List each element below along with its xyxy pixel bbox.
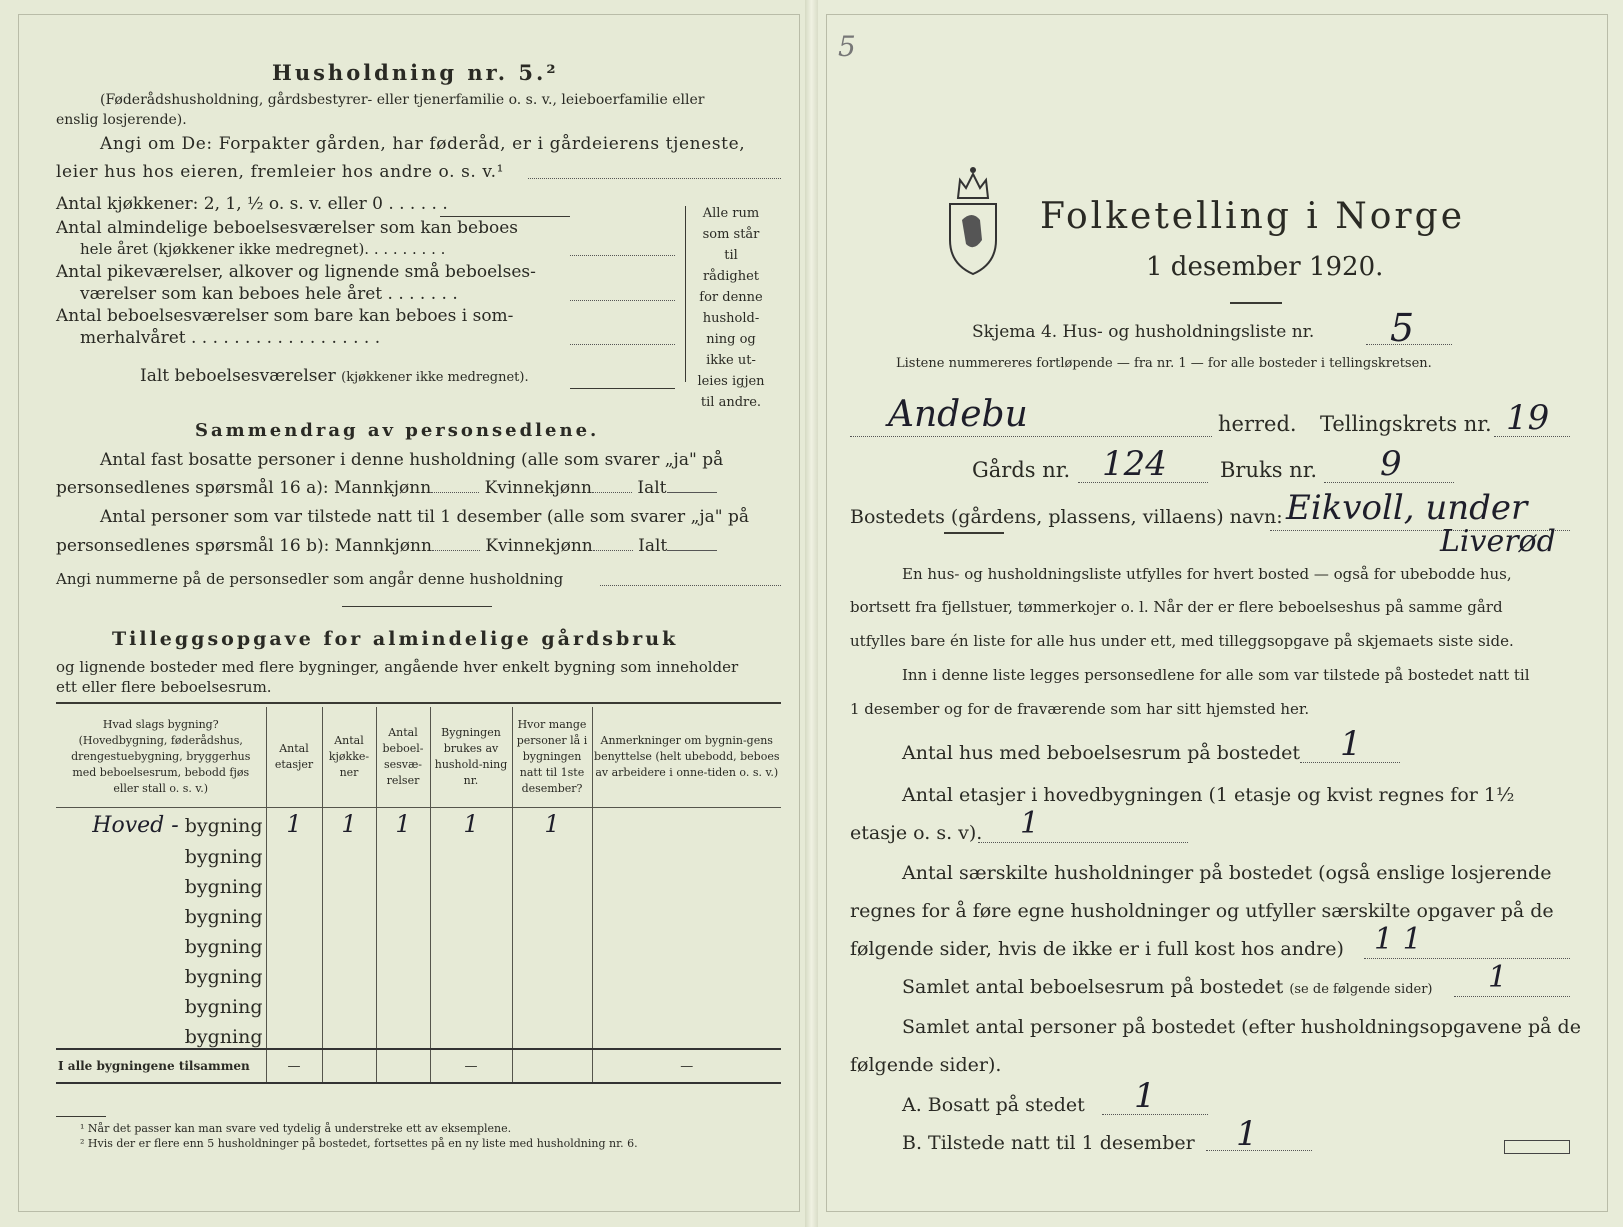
bruks-label: Bruks nr. (1220, 458, 1318, 482)
rooms-small-line (570, 300, 675, 301)
q-floors-line1: Antal etasjer i hovedbygningen (1 etasje og kvist regnes for 1½ (902, 784, 1515, 806)
header-rooms: Antal beboel-sesvæ-relser (376, 707, 430, 808)
row-cell (592, 808, 781, 839)
row-cell (322, 868, 376, 898)
row-cell (512, 958, 592, 988)
row-cell (430, 1018, 512, 1049)
bruks-value: 9 (1380, 444, 1402, 484)
row-cell (430, 958, 512, 988)
row-cell (592, 958, 781, 988)
bruks-fill (1324, 482, 1454, 483)
table-header-row (56, 707, 781, 808)
bracket-note-line: hushold- (702, 311, 760, 326)
table-row (56, 958, 781, 988)
rooms-total-line (570, 388, 675, 389)
table-total-row (56, 1049, 781, 1083)
table-row (56, 1018, 781, 1049)
q-resident-label: A. Bosatt på stedet (902, 1094, 1085, 1116)
row-label (56, 808, 266, 839)
divider (342, 606, 492, 607)
rooms-summer-line (570, 344, 675, 345)
q-rooms-text: Samlet antal beboelsesrum på bostedet (902, 976, 1284, 998)
total-label: I alle bygningene tilsammen (56, 1049, 266, 1083)
row-cell (512, 1018, 592, 1049)
summary-line2-text: personsedlenes spørsmål 16 a): Mannkjønn (56, 478, 432, 498)
summary-ialt: Ialt (637, 478, 667, 498)
table-row (56, 808, 781, 839)
row-cell: 1 (376, 808, 430, 839)
para-line4: Inn i denne liste legges personsedlene for alle som var tilstede på bostedet natt til (902, 666, 1530, 684)
row-cell (376, 898, 430, 928)
header-persons: Hvor mange personer lå i bygningen natt til 1ste desember? (512, 707, 592, 808)
rooms-small-1: Antal pikeværelser, alkover og lignende små beboelses- (56, 262, 536, 282)
herred-value: Andebu (888, 394, 1028, 435)
bracket-note-line: Alle rum (702, 206, 760, 221)
gards-value: 124 (1102, 444, 1167, 484)
summary-line4 (56, 536, 717, 556)
total-cell (512, 1049, 592, 1083)
gards-label: Gårds nr. (972, 458, 1071, 482)
supplement-line2: ett eller flere beboelsesrum. (56, 678, 272, 696)
table-row (56, 898, 781, 928)
tellingskrets-label: Tellingskrets nr. (1320, 412, 1492, 436)
bracket-note-line: leies igjen (697, 374, 765, 389)
household-header: Husholdning nr. 5.² (272, 60, 559, 85)
table-row (56, 868, 781, 898)
q-households-line3: følgende sider, hvis de ikke er i full kost hos andre) (850, 938, 1344, 960)
row-cell (266, 928, 322, 958)
row-cell (266, 958, 322, 988)
rooms-ordinary-line (570, 255, 675, 256)
table-row (56, 928, 781, 958)
angi-line2: leier hus hos eieren, fremleier hos andre o. s. v.¹ (56, 162, 505, 182)
gards-fill (1078, 482, 1208, 483)
para-line1: En hus- og husholdningsliste utfylles for hvert bosted — også for ubebodde hus, (902, 565, 1512, 583)
rooms-total-note: (kjøkkener ikke medregnet). (341, 370, 529, 385)
row-cell (592, 1018, 781, 1049)
skjema-label: Skjema 4. Hus- og husholdningsliste nr. (972, 322, 1315, 342)
row-cell (322, 898, 376, 928)
supplement-line1: og lignende bosteder med flere bygninger, angående hver enkelt bygning som inneholder (56, 658, 739, 676)
row-cell (376, 958, 430, 988)
header-floors: Antal etasjer (266, 707, 322, 808)
bracket-note-line: rådighet (702, 269, 760, 284)
page-mark: 5 (838, 30, 856, 63)
summary-line4-text: personsedlenes spørsmål 16 b): Mannkjønn (56, 536, 432, 556)
row-label-text: bygning (56, 838, 266, 868)
coat-of-arms-icon (944, 160, 1002, 280)
summary-kvinne: Kvinnekjønn (485, 536, 593, 556)
row-cell (430, 898, 512, 928)
q-households-line1: Antal særskilte husholdninger på bostedet (også enslige losjerende (902, 862, 1552, 884)
bracket-line (685, 206, 686, 382)
listene-note: Listene nummereres fortløpende — fra nr. 1 — for alle bosteder i tellingskretsen. (896, 356, 1432, 371)
table-row (56, 988, 781, 1018)
q-persons-line2: følgende sider). (850, 1054, 1002, 1076)
row-cell (266, 988, 322, 1018)
header-kitchens: Antal kjøkke-ner (322, 707, 376, 808)
bracket-note-line: som står til (702, 227, 760, 263)
footnote-1: ¹ Når det passer kan man svare ved tydelig å understreke ett av eksemplene. (80, 1122, 512, 1135)
row-cell (592, 868, 781, 898)
total-dash: — (592, 1049, 781, 1083)
tellingskrets-value: 19 (1506, 398, 1550, 438)
row-label-text: bygning (56, 988, 266, 1018)
bracket-note-line: ning og (706, 332, 756, 347)
row-cell (512, 928, 592, 958)
row-cell (376, 988, 430, 1018)
title-rule (1230, 302, 1282, 304)
q-rooms-label (902, 976, 1433, 998)
row-cell (376, 1018, 430, 1049)
q-present-value: 1 (1236, 1114, 1258, 1154)
bosted-value-2: Liverød (1440, 524, 1556, 559)
para-line3: utfylles bare én liste for alle hus under ett, med tilleggsopgave på skjemaets siste side. (850, 632, 1514, 650)
gardens-underline (944, 532, 1004, 534)
row-cell: 1 (512, 808, 592, 839)
total-dash: — (266, 1049, 322, 1083)
summary-ialt: Ialt (638, 536, 668, 556)
q-floors-fill (978, 842, 1188, 843)
row-cell (592, 988, 781, 1018)
row-cell: 1 (430, 808, 512, 839)
row-name-value: Hoved - (92, 813, 179, 838)
row-cell (266, 898, 322, 928)
angi-fill-line (528, 178, 781, 179)
row-cell (512, 988, 592, 1018)
row-cell (322, 1018, 376, 1049)
row-cell (266, 868, 322, 898)
row-cell (430, 928, 512, 958)
skjema-number: 5 (1390, 306, 1415, 350)
rooms-ordinary-2: hele året (kjøkkener ikke medregnet). . . . . . . . . (80, 240, 446, 258)
q-houses-label: Antal hus med beboelsesrum på bostedet (902, 742, 1301, 764)
row-label-text: bygning (56, 958, 266, 988)
total-dash: — (430, 1049, 512, 1083)
footnote-2: ² Hvis der er flere enn 5 husholdninger på bostedet, fortsettes på en ny liste med husholdning nr. 6. (80, 1137, 638, 1150)
rooms-kitchens: Antal kjøkkener: 2, 1, ½ o. s. v. eller 0 . . . . . . (56, 194, 448, 214)
row-label-text: bygning (56, 928, 266, 958)
row-label-text: bygning (184, 815, 263, 837)
q-households-value: 1 1 (1374, 922, 1422, 957)
q-rooms-note: (se de følgende sider) (1289, 982, 1433, 997)
building-table (56, 707, 781, 1084)
rooms-total-label (140, 366, 529, 386)
bosted-value-1: Eikvoll, under (1286, 488, 1528, 528)
rooms-kitchens-line (440, 216, 570, 217)
para-line5: 1 desember og for de fraværende som har sitt hjemsted her. (850, 700, 1310, 718)
table-row (56, 838, 781, 868)
q-floors-value: 1 (1020, 806, 1040, 841)
summary-fill (667, 492, 717, 493)
summary-line5-fill (600, 585, 781, 586)
row-cell (430, 988, 512, 1018)
summary-line3: Antal personer som var tilstede natt til 1 desember (alle som svarer „ja" på (100, 507, 750, 527)
skjema-fill (1366, 344, 1452, 345)
q-present-fill (1206, 1150, 1312, 1151)
bracket-note (695, 203, 767, 413)
printer-stamp-icon (1504, 1140, 1570, 1154)
herred-label: herred. (1218, 412, 1297, 436)
household-intro-line1: (Føderådshusholdning, gårdsbestyrer- eller tjenerfamilie o. s. v., leieboerfamilie eller (100, 92, 705, 108)
q-persons-line1: Samlet antal personer på bostedet (efter husholdningsopgavene på de (902, 1016, 1581, 1038)
rooms-summer-2: merhalvåret . . . . . . . . . . . . . . . . . . (80, 328, 381, 348)
summary-title: Sammendrag av personsedlene. (195, 420, 600, 441)
row-cell (376, 838, 430, 868)
row-cell (430, 838, 512, 868)
summary-fill (667, 550, 717, 551)
summary-fill (432, 550, 480, 551)
row-cell (512, 898, 592, 928)
row-cell (592, 928, 781, 958)
row-cell (376, 928, 430, 958)
table-top-rule (56, 702, 781, 704)
bracket-note-line: ikke ut- (706, 353, 756, 368)
q-houses-fill (1300, 762, 1400, 763)
document-date: 1 desember 1920. (1146, 252, 1384, 282)
rooms-ordinary-1: Antal almindelige beboelsesværelser som kan beboes (56, 218, 518, 238)
footnote-rule (56, 1116, 106, 1117)
row-cell (430, 868, 512, 898)
summary-line2 (56, 478, 717, 498)
row-label-text: bygning (56, 1018, 266, 1049)
row-label-text: bygning (56, 898, 266, 928)
q-floors-line2: etasje o. s. v). (850, 822, 983, 844)
bostedets-label: Bostedets (gårdens, plassens, villaens) navn: (850, 506, 1283, 528)
summary-line5: Angi nummerne på de personsedler som angår denne husholdning (56, 570, 564, 588)
header-remarks: Anmerkninger om bygnin-gens benyttelse (helt ubebodd, beboes av arbeidere i onne-tiden o. s. v.) (592, 707, 781, 808)
herred-fill (850, 436, 1212, 437)
supplement-title: Tilleggsopgave for almindelige gårdsbruk (112, 628, 679, 650)
document-title: Folketelling i Norge (1040, 196, 1465, 237)
q-rooms-fill (1454, 996, 1570, 997)
summary-fill (592, 492, 632, 493)
rooms-small-2: værelser som kan beboes hele året . . . . . . . (80, 284, 458, 304)
row-cell (266, 838, 322, 868)
row-cell (592, 898, 781, 928)
para-line2: bortsett fra fjellstuer, tømmerkojer o. l. Når der er flere beboelseshus på samme gård (850, 598, 1503, 616)
row-cell (376, 868, 430, 898)
household-intro-line2: enslig losjerende). (56, 112, 187, 128)
bracket-note-line: til andre. (700, 395, 762, 410)
q-present-label: B. Tilstede natt til 1 desember (902, 1132, 1195, 1154)
q-rooms-value: 1 (1488, 960, 1508, 995)
tellingskrets-fill (1494, 436, 1570, 437)
summary-fill (431, 492, 479, 493)
angi-line1: Angi om De: Forpakter gården, har føderåd, er i gårdeierens tjeneste, (100, 134, 746, 154)
row-cell (592, 838, 781, 868)
row-cell (266, 1018, 322, 1049)
row-label-text: bygning (56, 868, 266, 898)
row-cell (322, 838, 376, 868)
summary-line1: Antal fast bosatte personer i denne husholdning (alle som svarer „ja" på (100, 450, 724, 470)
row-cell (322, 988, 376, 1018)
summary-kvinne: Kvinnekjønn (484, 478, 592, 498)
summary-fill (593, 550, 633, 551)
row-cell: 1 (266, 808, 322, 839)
rooms-summer-1: Antal beboelsesværelser som bare kan beboes i som- (56, 306, 514, 326)
q-households-line2: regnes for å føre egne husholdninger og utfyller særskilte opgaver på de (850, 900, 1554, 922)
total-cell (322, 1049, 376, 1083)
header-building-type: Hvad slags bygning? (Hovedbygning, føderådshus, drengestuebygning, bryggerhus med beboelsesrum, bebodd fjøs eller stall o. s. v.) (56, 707, 266, 808)
rooms-total-text: Ialt beboelsesværelser (140, 366, 336, 386)
q-resident-value: 1 (1134, 1076, 1156, 1116)
row-cell (322, 958, 376, 988)
bracket-note-line: for denne (699, 290, 763, 305)
row-cell (512, 838, 592, 868)
header-household: Bygningen brukes av hushold-ning nr. (430, 707, 512, 808)
q-resident-fill (1102, 1114, 1208, 1115)
q-houses-value: 1 (1340, 724, 1362, 764)
row-cell: 1 (322, 808, 376, 839)
row-cell (512, 868, 592, 898)
q-households-fill (1364, 958, 1570, 959)
row-cell (322, 928, 376, 958)
total-cell (376, 1049, 430, 1083)
